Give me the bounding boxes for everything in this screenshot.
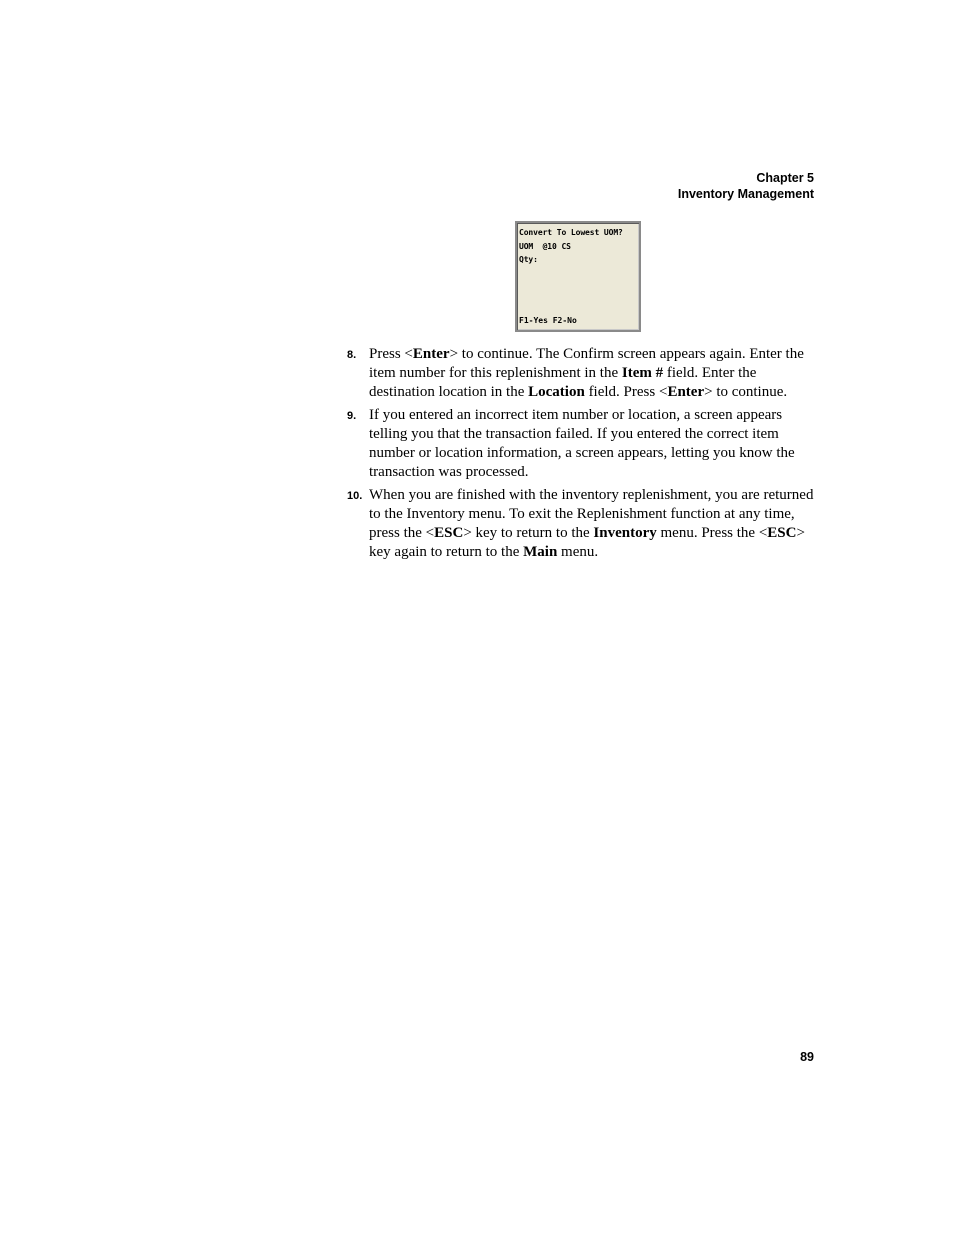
page-number: 89 xyxy=(800,1050,814,1064)
procedure-steps xyxy=(346,345,816,566)
chapter-label: Chapter 5 xyxy=(756,171,814,185)
device-screen-image xyxy=(515,221,641,332)
step-number: 10. xyxy=(347,490,363,502)
step-item xyxy=(346,406,816,482)
bold-term: ESC xyxy=(767,525,797,541)
bold-term: Item # xyxy=(621,365,664,381)
step-text: If you entered an incorrect item number or location, a screen appears telling you that the transaction failed. If you entered the correct item number or location information, a screen appears, letting you know the transaction was processed. xyxy=(369,407,795,480)
screen-prompt-line: Convert To Lowest UOM? xyxy=(519,228,623,237)
screen-uom-line: UOM @10 CS xyxy=(519,241,571,251)
bold-term: Location xyxy=(528,384,585,400)
screen-qty-line: Qty: xyxy=(519,255,538,264)
step-number: 8. xyxy=(347,349,357,361)
screen-function-keys: F1-Yes F2-No xyxy=(519,316,577,325)
bold-term: Enter xyxy=(412,346,450,362)
step-number: 9. xyxy=(347,410,357,422)
bold-term: Inventory xyxy=(593,525,657,541)
section-label: Inventory Management xyxy=(677,187,814,201)
bold-term: Main xyxy=(523,544,558,560)
step-item xyxy=(346,345,816,402)
step-text: Press <Enter> to continue. The Confirm screen appears again. Enter the item number for this replenishment in the Item # field. Enter the destination location in the Location field. Press <Enter> to continue. xyxy=(369,346,804,400)
bold-term: Enter xyxy=(667,384,705,400)
step-text: When you are finished with the inventory replenishment, you are returned to the Inventory menu. To exit the Replenishment function at any time, press the <ESC> key to return to the Inventory menu. Press the <ESC> key again to return to the Main menu. xyxy=(369,487,814,560)
bold-term: ESC xyxy=(434,525,464,541)
step-item xyxy=(346,486,816,562)
running-header xyxy=(678,170,814,202)
